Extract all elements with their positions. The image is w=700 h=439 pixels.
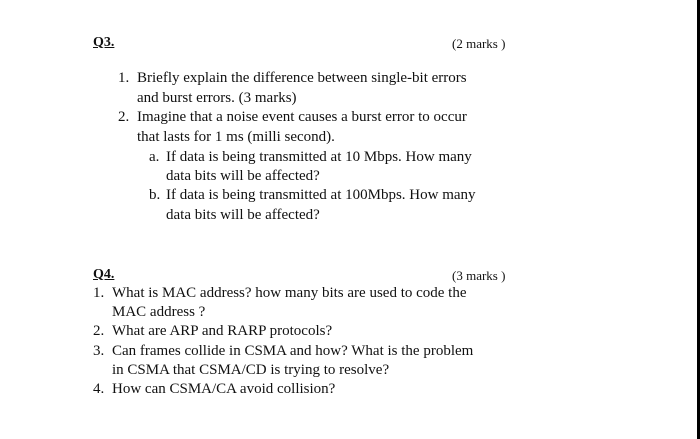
q3-item1-line1: Briefly explain the difference between single-bit errors bbox=[137, 70, 467, 86]
q3-item2-line2: that lasts for 1 ms (milli second). bbox=[137, 129, 335, 145]
q4-item2-line1: What are ARP and RARP protocols? bbox=[112, 323, 333, 339]
q3-item1-line2: and burst errors. (3 marks) bbox=[137, 90, 297, 106]
q3-sub-b-line2: data bits will be affected? bbox=[166, 207, 320, 223]
q4-item4-line1: How can CSMA/CA avoid collision? bbox=[112, 381, 336, 397]
q3-sub-a-letter: a. bbox=[149, 149, 160, 165]
q3-marks: (2 marks ) bbox=[452, 36, 506, 51]
q4-heading: Q4. bbox=[93, 267, 115, 282]
q3-sub-b-letter: b. bbox=[149, 187, 161, 203]
q3-sub-b-line1: If data is being transmitted at 100Mbps. How many bbox=[166, 187, 476, 203]
q3-sub-a-line1: If data is being transmitted at 10 Mbps. How many bbox=[166, 149, 472, 165]
q4-item3-line1: Can frames collide in CSMA and how? What is the problem bbox=[112, 343, 474, 359]
q4-item1-number: 1. bbox=[93, 285, 105, 301]
q4-item1-line1: What is MAC address? how many bits are used to code the bbox=[112, 285, 467, 301]
q4-item3-number: 3. bbox=[93, 343, 105, 359]
q3-item2-line1: Imagine that a noise event causes a burst error to occur bbox=[137, 109, 467, 125]
q4-item1-line2: MAC address ? bbox=[112, 304, 206, 320]
q4-marks: (3 marks ) bbox=[452, 268, 506, 283]
q3-sub-a-line2: data bits will be affected? bbox=[166, 168, 320, 184]
q4-item3-line2: in CSMA that CSMA/CD is trying to resolve? bbox=[112, 362, 390, 378]
q4-item2-number: 2. bbox=[93, 323, 105, 339]
q3-item2-number: 2. bbox=[118, 109, 130, 125]
q3-heading: Q3. bbox=[93, 35, 115, 50]
q4-item4-number: 4. bbox=[93, 381, 105, 397]
q3-item1-number: 1. bbox=[118, 70, 130, 86]
